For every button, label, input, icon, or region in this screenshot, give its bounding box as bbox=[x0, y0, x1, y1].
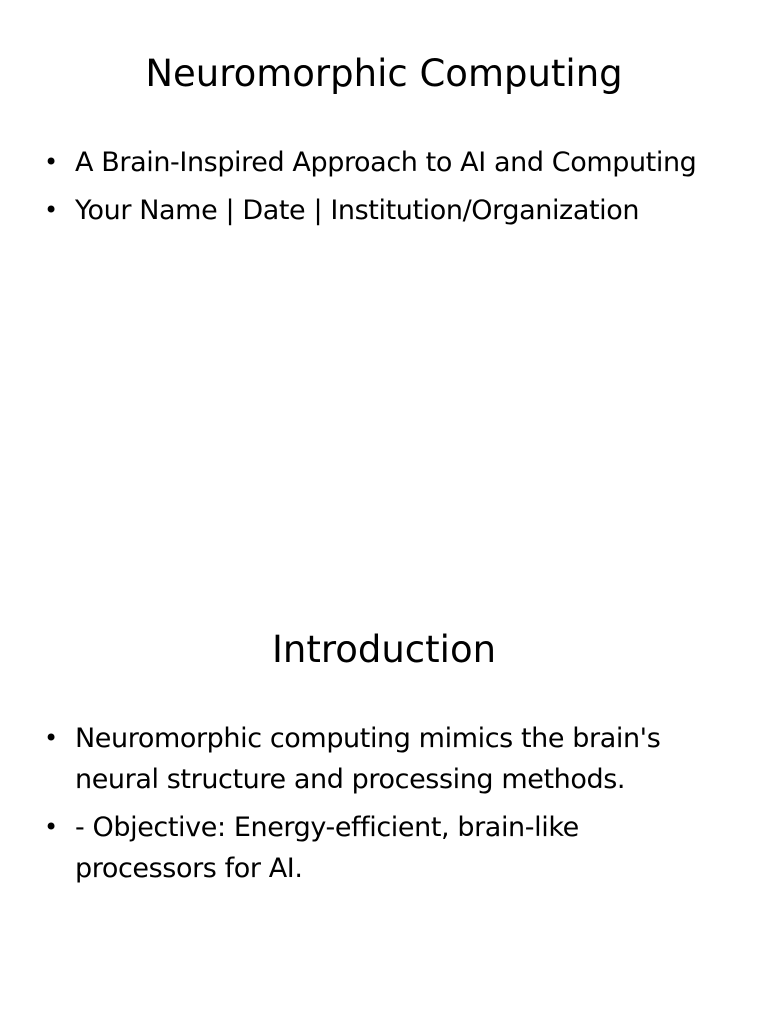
bullet-item bbox=[44, 142, 724, 183]
bullet-item bbox=[44, 807, 724, 889]
bullet-text: Your Name | Date | Institution/Organization bbox=[75, 195, 640, 226]
bullet-list bbox=[44, 142, 724, 238]
bullet-list bbox=[44, 718, 724, 896]
bullet-icon: • bbox=[44, 196, 58, 224]
bullet-icon: • bbox=[44, 813, 58, 841]
bullet-text: - Objective: Energy-efficient, brain-like processors for AI. bbox=[75, 812, 579, 884]
bullet-item bbox=[44, 718, 724, 800]
bullet-item bbox=[44, 190, 724, 231]
bullet-text: A Brain-Inspired Approach to AI and Computing bbox=[75, 147, 697, 178]
slide-2 bbox=[0, 576, 768, 1024]
slide-title: Neuromorphic Computing bbox=[145, 52, 623, 95]
bullet-text: Neuromorphic computing mimics the brain's neural structure and processing methods. bbox=[75, 723, 661, 795]
slide-title: Introduction bbox=[271, 628, 497, 671]
bullet-icon: • bbox=[44, 724, 58, 752]
bullet-icon: • bbox=[44, 148, 58, 176]
